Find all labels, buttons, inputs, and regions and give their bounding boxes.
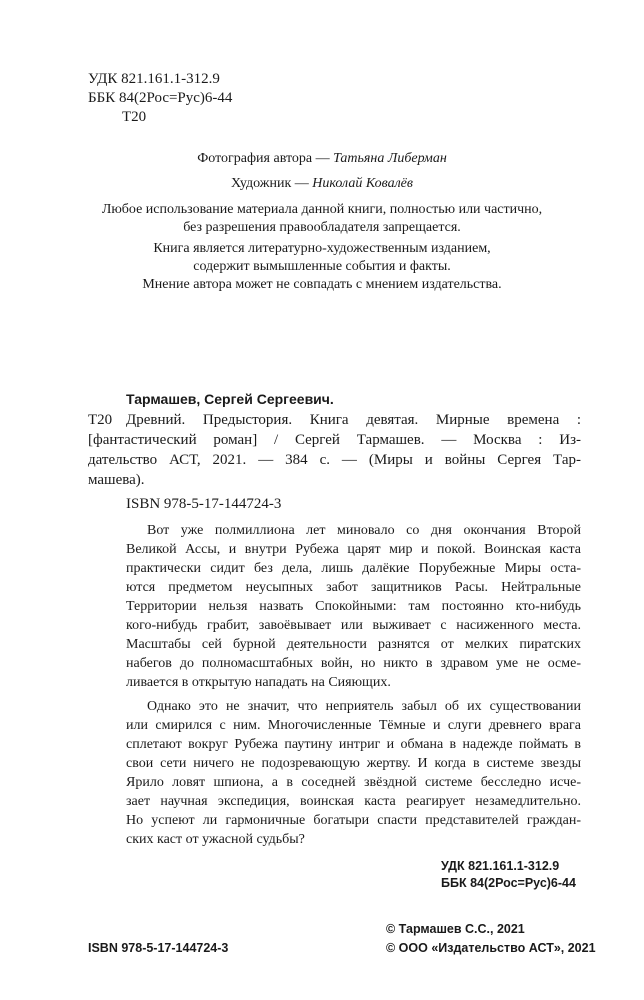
annotation-line: сплетают вокруг Рубежа паутину интриг и обмана в надежде поймать в bbox=[126, 737, 581, 752]
copyright-publisher: © ООО «Издательство АСТ», 2021 bbox=[386, 941, 596, 955]
bbk-code: ББК 84(2Рос=Рус)6-44 bbox=[88, 90, 233, 106]
udk-code: УДК 821.161.1-312.9 bbox=[88, 71, 220, 87]
annotation-line: Ярило ловят шпиона, а в соседней звёздной системе бесследно исче- bbox=[126, 775, 581, 790]
annotation-line: Вот уже полмиллиона лет миновало со дня окончания Второй bbox=[147, 523, 581, 538]
artist-credit bbox=[0, 175, 644, 193]
artist-credit-prefix: Художник — bbox=[231, 176, 313, 191]
catalog-mark: Т20 bbox=[88, 412, 113, 428]
annotation-line: ются предметом неусыпных забот защитников Расы. Нейтральные bbox=[126, 580, 581, 595]
annotation-line: или смирился с ним. Многочисленные Тёмные и слуги древнего врага bbox=[126, 718, 581, 733]
catalog-author: Тармашев, Сергей Сергеевич. bbox=[126, 391, 334, 407]
notice-line: Любое использование материала данной книги, полностью или частично, bbox=[101, 202, 543, 217]
footer-isbn: ISBN 978-5-17-144724-3 bbox=[88, 941, 229, 955]
catalog-description-line: машева). bbox=[88, 472, 145, 488]
annotation-line: свои сети ничего не подозревающую жертву. И когда в системе звезды bbox=[126, 756, 581, 771]
catalog-isbn: ISBN 978-5-17-144724-3 bbox=[126, 496, 282, 512]
annotation-line: ливается в открытую нападать на Сияющих. bbox=[126, 675, 391, 690]
catalog-description-line: дательство АСТ, 2021. — 384 с. — (Миры и войны Сергея Тар- bbox=[88, 452, 581, 468]
annotation-line: набегов до полномасштабных войн, но никто в здравом уме не осме- bbox=[126, 656, 581, 671]
annotation-line: зает научная экспедиция, воинская каста реагирует незамедлительно. bbox=[126, 794, 581, 809]
photo-credit bbox=[0, 150, 644, 168]
bottom-bbk-code: ББК 84(2Рос=Рус)6-44 bbox=[441, 876, 576, 890]
annotation-line: практически сидит без дела, лишь далёкие Порубежные Миры оста- bbox=[126, 561, 581, 576]
notice-line: содержит вымышленные события и факты. bbox=[193, 259, 451, 274]
annotation-line: Великой Ассы, и внутри Рубежа царят мир и покой. Воинская каста bbox=[126, 542, 581, 557]
catalog-description-line: Древний. Предыстория. Книга девятая. Мирные времена : bbox=[126, 412, 581, 428]
notice-line: без разрешения правообладателя запрещается. bbox=[183, 220, 461, 235]
notice-line: Книга является литературно-художественным изданием, bbox=[153, 241, 491, 256]
annotation-line: Однако это не значит, что неприятель забыл об их существовании bbox=[147, 699, 581, 714]
artist-name: Николай Ковалёв bbox=[312, 176, 413, 191]
author-mark: Т20 bbox=[122, 109, 147, 125]
annotation-line: кого-нибудь грабит, завоёвывает или выживает с насиженного места. bbox=[126, 618, 581, 633]
annotation-line: Территории нельзя назвать Спокойными: там постоянно кто-нибудь bbox=[126, 599, 581, 614]
annotation-line: Но успеют ли гармоничные богатыри спасти представителей граждан- bbox=[126, 813, 581, 828]
annotation-line: ских каст от ужасной судьбы? bbox=[126, 832, 305, 847]
annotation-line: Масштабы сей бурной деятельности разнятся от мелких пиратских bbox=[126, 637, 581, 652]
copyright-author: © Тармашев С.С., 2021 bbox=[386, 922, 525, 936]
photographer-name: Татьяна Либерман bbox=[333, 151, 447, 166]
bottom-udk-code: УДК 821.161.1-312.9 bbox=[441, 859, 560, 873]
catalog-description-line: [фантастический роман] / Сергей Тармашев. — Москва : Из- bbox=[88, 432, 581, 448]
notice-line: Мнение автора может не совпадать с мнением издательства. bbox=[142, 277, 502, 292]
photo-credit-prefix: Фотография автора — bbox=[197, 151, 334, 166]
